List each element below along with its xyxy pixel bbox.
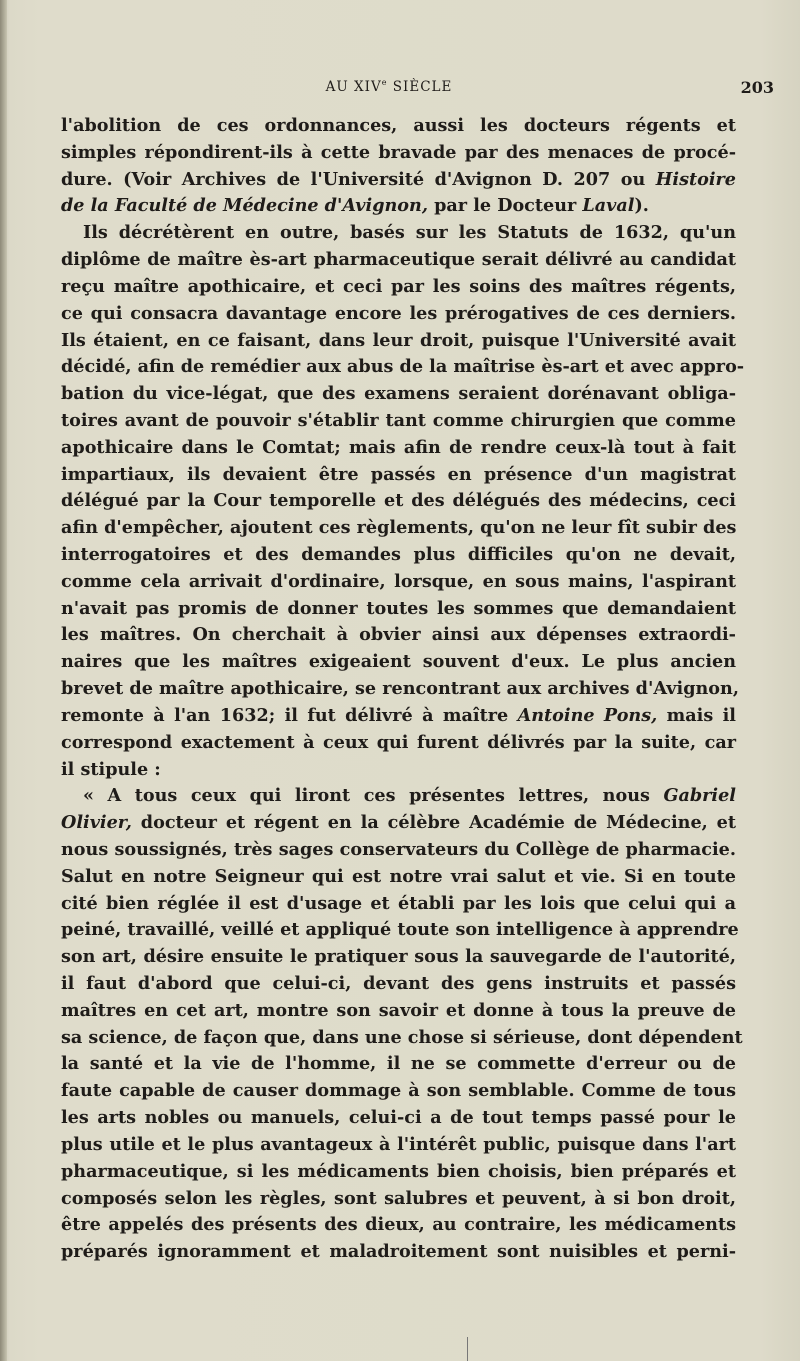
text-line [61,944,736,971]
line-text: toires avant de pouvoir s'établir tant comme chirurgien que comme [61,409,736,431]
text-line [61,274,736,301]
line-text: il faut d'abord que celui-ci, devant des gens instruits et passés [61,973,736,994]
text-line [61,1186,736,1213]
line-text: par le Docteur [427,195,583,217]
text-line [61,998,736,1025]
line-text: son art, désire ensuite le pratiquer sous la sauvegarde de l'autorité, [61,946,736,968]
line-text: apothicaire dans le Comtat; mais afin de rendre ceux-là tout à fait [61,436,736,458]
running-title [0,79,778,95]
text-line [61,247,736,274]
line-text: n'avait pas promis de donner toutes les sommes que demandaient [61,597,736,619]
text-line [61,891,736,918]
line-text: les arts nobles ou manuels, celui-ci a de tout temps passé pour le [61,1107,736,1129]
line-text: naires que les maîtres exigeaient souvent d'eux. Le plus ancien [61,651,736,673]
line-text: impartiaux, ils devaient être passés en présence d'un magistrat [61,463,736,485]
text-line [61,1132,736,1159]
text-line [61,730,736,757]
line-text: docteur et régent en la célèbre Académie de Médecine, et [131,812,736,834]
line-text: Ils étaient, en ce faisant, dans leur droit, puisque l'Université avait [61,329,736,351]
body-text [61,113,745,1266]
text-line [61,837,736,864]
text-line [61,569,736,596]
line-text: bation du vice-légat, que des examens seraient dorénavant obliga- [61,383,736,405]
line-text: remonte à l'an 1632; il fut délivré à maître [61,704,518,726]
line-text: maîtres en cet art, montre son savoir et donne à tous la preuve de [61,999,736,1021]
text-line [61,542,736,569]
text-line [61,757,736,784]
line-text: cité bien réglée il est d'usage et établi par les lois que celui qui a [61,892,736,914]
text-line [61,408,736,435]
line-text: dure. (Voir Archives de l'Université d'Avignon D. 207 ou [61,168,656,190]
text-line [61,140,736,167]
line-text: sa science, de façon que, dans une chose si sérieuse, dont dépendent [61,1026,743,1048]
text-line [61,703,736,730]
line-text: brevet de maître apothicaire, se rencontrant aux archives d'Avignon, [61,678,739,700]
italic-text: Histoire [655,168,736,190]
text-line [61,1105,736,1132]
line-text: mais il [657,704,736,726]
line-text: être appelés des présents des dieux, au contraire, les médicaments [61,1214,736,1236]
line-text: diplôme de maître ès-art pharmaceutique serait délivré au candidat [61,249,736,271]
line-text: la santé et la vie de l'homme, il ne se commette d'erreur ou de [61,1053,736,1075]
text-line [61,381,736,408]
line-text: les maîtres. On cherchait à obvier ainsi aux dépenses extraordi- [61,624,736,646]
text-line [61,301,736,328]
italic-text: Gabriel [663,785,736,807]
text-line [61,488,736,515]
text-line [61,676,739,703]
text-line [61,515,736,542]
line-text: faute capable de causer dommage à son semblable. Comme de tous [61,1080,736,1102]
margin-mark [467,1337,468,1361]
text-line [61,1078,736,1105]
page-number: 203 [740,78,774,97]
text-line [61,622,736,649]
binding-edge [0,0,7,1361]
line-text: composés selon les règles, sont salubres et peuvent, à si bon droit, [61,1187,736,1209]
text-line [61,1239,736,1266]
text-line [61,596,736,623]
line-text: afin d'empêcher, ajoutent ces règlements, qu'on ne leur fît subir des [61,517,737,539]
text-line [61,193,736,220]
text-line [61,220,736,247]
text-line [61,113,736,140]
line-text: correspond exactement à ceux qui furent délivrés par la suite, car [61,731,736,753]
text-line [61,917,739,944]
text-line [61,1025,743,1052]
text-line [61,328,736,355]
line-text: peiné, travaillé, veillé et appliqué toute son intelligence à apprendre [61,919,739,941]
italic-text: Antoine Pons, [517,704,658,726]
line-text: simples répondirent-ils à cette bravade par des menaces de procé- [61,141,736,163]
running-title-suffix: SIÈCLE [387,79,453,95]
text-line [61,810,736,837]
italic-text: Laval [582,195,635,217]
line-text: comme cela arrivait d'ordinaire, lorsque, en sous mains, l'aspirant [61,570,736,592]
line-text: préparés ignoramment et maladroitement sont nuisibles et perni- [61,1241,736,1263]
text-line [61,435,736,462]
line-text: ). [634,195,649,217]
line-text: « A tous ceux qui liront ces présentes lettres, nous [83,785,664,807]
line-text: délégué par la Cour temporelle et des délégués des médecins, ceci [61,490,736,512]
line-text: nous soussignés, très sages conservateurs du Collège de pharmacie. [61,838,736,860]
line-text: pharmaceutique, si les médicaments bien choisis, bien préparés et [61,1160,736,1182]
running-title-prefix: AU XIV [325,79,382,95]
line-text: l'abolition de ces ordonnances, aussi les docteurs régents et [61,115,736,136]
running-title-sup: e [381,78,388,87]
line-text: ce qui consacra davantage encore les prérogatives de ces derniers. [61,302,736,324]
running-head [0,79,800,99]
text-line [61,354,745,381]
line-text: plus utile et le plus avantageux à l'intérêt public, puisque dans l'art [61,1133,736,1155]
line-text: décidé, afin de remédier aux abus de la maîtrise ès-art et avec appro- [61,356,745,378]
text-line [61,1212,736,1239]
text-line [61,971,736,998]
line-text: reçu maître apothicaire, et ceci par les soins des maîtres régents, [61,275,736,297]
text-line [61,1051,736,1078]
line-text: interrogatoires et des demandes plus difficiles qu'on ne devait, [61,544,736,565]
line-text: Ils décrétèrent en outre, basés sur les Statuts de 1632, qu'un [83,222,736,244]
text-line [61,783,736,810]
italic-text: Olivier, [61,812,132,834]
line-text: Salut en notre Seigneur qui est notre vrai salut et vie. Si en toute [61,865,736,887]
italic-text: de la Faculté de Médecine d'Avignon, [61,195,428,217]
text-line [61,167,736,194]
text-line [61,462,736,489]
text-line [61,864,736,891]
text-line [61,649,736,676]
line-text: il stipule : [61,758,161,780]
text-line [61,1159,736,1186]
